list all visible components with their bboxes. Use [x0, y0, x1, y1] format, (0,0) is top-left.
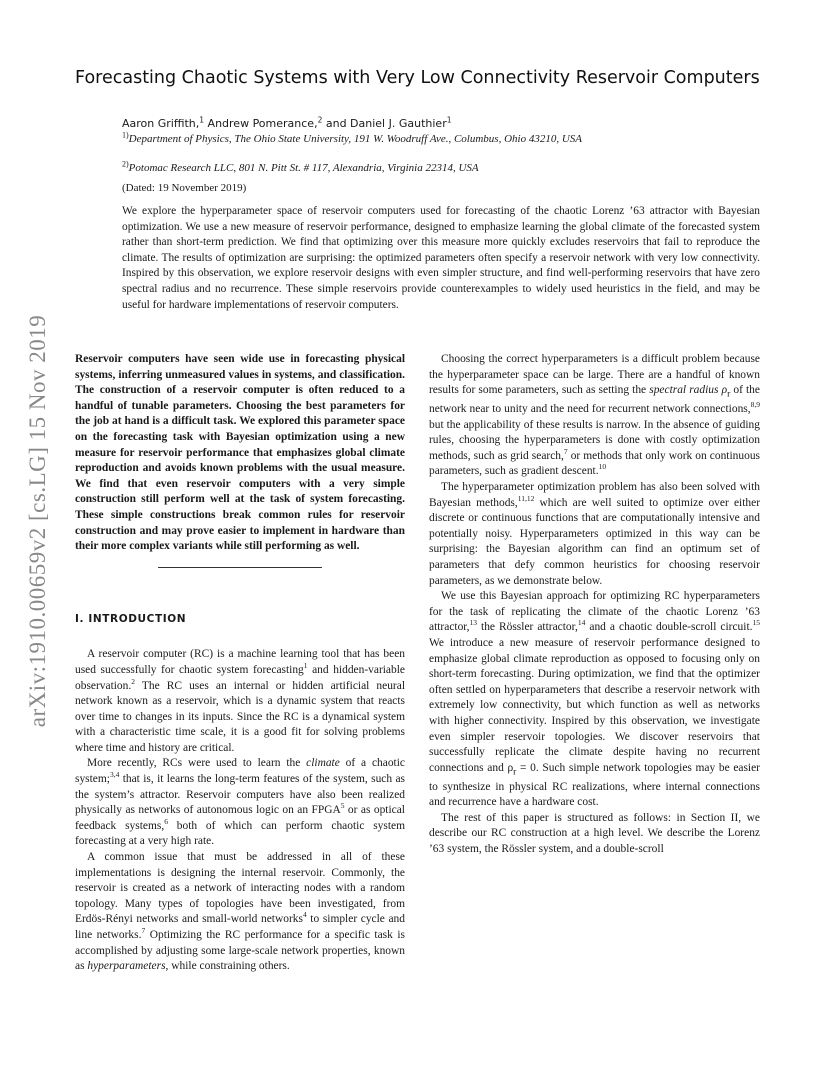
author-name: and Daniel J. Gauthier [322, 117, 447, 130]
affiliation-mark: 1) [122, 130, 129, 140]
paragraph-6: We use this Bayesian approach for optimizing RC hyperparameters for the task of replicating the climate of the chaotic Lorenz ’63 attractor,$^{13}$ the Rössler attractor,$^{14}$ and a chaotic double-scroll circuit.$^{15}$ We introduce a new measure of reservoir performance designed to emphasize global climate reproduction as opposed to focusing only on short-term forecasting. During optimization, we find that the optimizer often settled on hyperparameters that describe a reservoir network with extremely low connectivity, but which function as well as networks with higher connectivity. Inspired by this observation, we investigate even simpler reservoir topologies. We discover reservoirs that successfully replicate the climate despite having no recurrent connections and $\rho_r = 0$. Such simple network topologies may be easier to synthesize in physical RC realizations, where internal connections and recurrence have a hardware cost. [429, 590, 760, 809]
citation: 14 [577, 618, 586, 628]
paragraph-5: The hyperparameter optimization problem has also been solved with Bayesian methods,$^{11,12}$ which are well suited to optimize over either discrete or continuous functions that are computationally intensive and potentially noisy. Hyperparameters optimized in this way can be surprising: the Bayesian algorithm can find an optimum set of parameters that defy common heuristics for choosing reservoir parameters, as we demonstrate below. [429, 481, 761, 587]
abstract: We explore the hyperparameter space of reservoir computers used for forecasting of the chaotic Lorenz ’63 attractor with Bayesian optimization. We use a new measure of reservoir performance, designed to emphasize learning the global climate of the forecasted system rather than short-term prediction. We find that optimizing over this measure more quickly excludes reservoirs that fail to reproduce the climate. The results of optimization are surprising: the optimized parameters often specify a reservoir network with very low connectivity. Inspired by this observation, we explore reservoir designs with even simpler structure, and find well-performing reservoirs that have zero spectral radius and no recurrence. These simple reservoirs provide counterexamples to widely used heuristics in the field, and may be useful for hardware implementations of reservoir computers. [122, 205, 760, 311]
affiliation-mark: 1 [199, 115, 205, 125]
citation: 11,12 [517, 493, 535, 503]
section-heading: I. INTRODUCTION [75, 612, 187, 625]
author-name: Andrew Pomerance, [204, 117, 318, 130]
arxiv-identifier [18, 286, 58, 756]
affiliation-text: Potomac Research LLC, 801 N. Pitt St. # 117, Alexandria, Virginia 22314, USA [128, 162, 479, 174]
citation: 13 [469, 618, 477, 628]
affiliation-2 [122, 161, 652, 175]
paragraph-7: The rest of this paper is structured as follows: in Section II, we describe our RC construction at a high level. We describe the Lorenz ’63 system, the Rössler system, and a double-scroll [429, 811, 760, 855]
citation: 8,9 [750, 400, 760, 410]
summary-divider [158, 567, 322, 568]
affiliation-mark: 1 [446, 115, 452, 125]
author-list [122, 117, 452, 131]
lay-summary: Reservoir computers have seen wide use in forecasting physical systems, inferring unmeasured values in systems, and classification. The construction of a reservoir computer is often reduced to a handful of tunable parameters. Choosing the best parameters for the job at hand is a difficult task. We explored this parameter space on the forecasting task with Bayesian optimization using a new measure for reservoir performance that emphasizes global climate reproduction and avoids known problems with the usual measure. We find that even reservoir computers with a very simple construction still perform well at the task of system forecasting. These simple constructions break common rules for reservoir construction and may prove easier to implement in hardware than their more complex variants while still performing as well. [75, 353, 405, 553]
citation: 7 [563, 447, 568, 457]
author-name: Aaron Griffith, [122, 117, 200, 130]
paragraph-4: Choosing the correct hyperparameters is a difficult problem because the hyperparameter space can be large. There are a handful of known results for some parameters, such as setting the spectral radius $\rho_r$ of the network near to unity and the need for recurrent network connections,$^{8,9}$ but the applicability of these results is narrow. In the absence of guiding rules, choosing the hyperparameters is done with costly optimization methods, such as grid search,$^7$ or methods that only work on continuous parameters, such as gradient descent.$^{10}$ [429, 353, 760, 478]
paragraph-2: More recently, RCs were used to learn the climate of a chaotic system;$^{3,4}$ that is, it learns the long-term features of the system, such as the system’s attractor. Reservoir computers have also been realized physically as networks of autonomous logic on an FPGA$^5$ or as optical feedback systems,$^6$ both of which can perform chaotic system forecasting at a very high rate. [75, 757, 405, 848]
citation: 6 [164, 817, 168, 827]
citation: 10 [598, 462, 607, 472]
affiliation-1 [122, 132, 652, 146]
affiliation-mark: 2) [122, 159, 129, 169]
date-line: (Dated: 19 November 2019) [122, 182, 247, 194]
citation: 7 [141, 926, 146, 936]
citation: 15 [752, 618, 760, 628]
affiliation-mark: 2 [317, 115, 323, 125]
citation: 4 [302, 910, 307, 920]
citation: 2 [131, 676, 135, 686]
citation: 1 [303, 661, 308, 671]
arxiv-identifier-text: arXiv:1910.00659v2 [cs.LG] 15 Nov 2019 [25, 314, 50, 728]
citation: 5 [340, 801, 345, 811]
paper-title: Forecasting Chaotic Systems with Very Low Connectivity Reservoir Computers [75, 68, 760, 88]
paragraph-3: A common issue that must be addressed in all of these implementations is designing the internal reservoir. Commonly, the reservoir is created as a network of interacting nodes with a random topology. Many types of topologies have been investigated, from Erdös-Rényi networks and small-world networks$^4$ to simpler cycle and line networks.$^7$ Optimizing the RC performance for a specific task is accomplished by adjusting some large-scale network properties, known as hyperparameters, while constraining others. [75, 851, 405, 973]
right-column [429, 352, 760, 858]
paragraph-1: A reservoir computer (RC) is a machine learning tool that has been used successfully for chaotic system forecasting$^1$ and hidden-variable observation.$^2$ The RC uses an internal or hidden artificial neural network known as a reservoir, which is a dynamic system that reacts over time to changes in its inputs. Since the RC is a dynamical system with a characteristic time scale, it is a good fit for solving problems where time and history are critical. [75, 648, 405, 754]
affiliation-text: Department of Physics, The Ohio State University, 191 W. Woodruff Ave., Columbus, Ohio 43210, USA [128, 133, 582, 145]
left-column [75, 352, 405, 975]
citation: 3,4 [109, 770, 120, 780]
